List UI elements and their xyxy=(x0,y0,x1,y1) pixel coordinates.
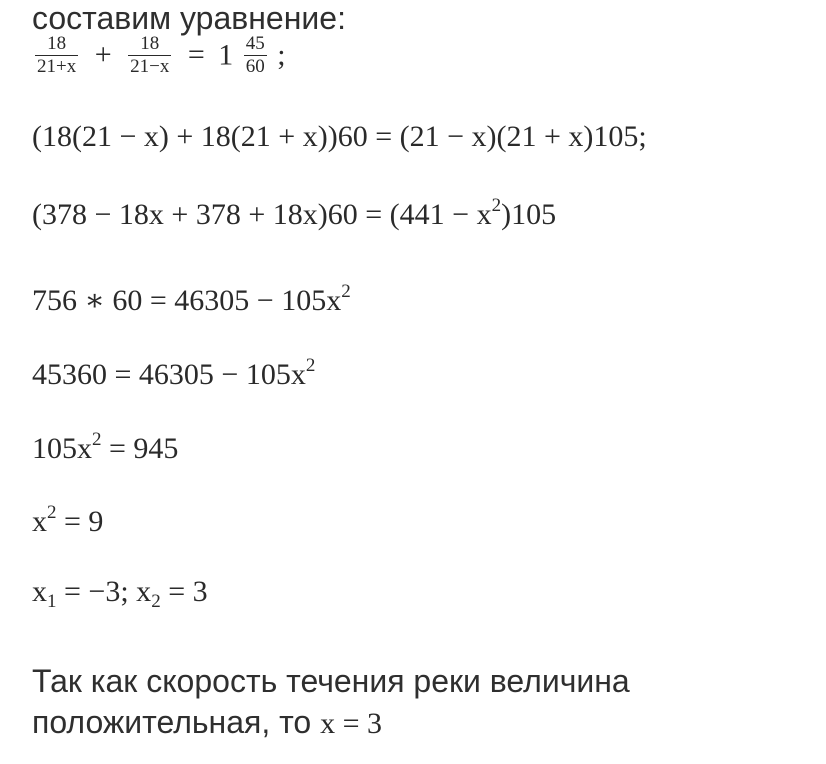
fraction-2-numerator: 18 xyxy=(128,34,171,56)
fraction-3 xyxy=(244,34,267,77)
equation-3-exponent: 2 xyxy=(491,195,502,216)
semicolon: ; xyxy=(277,38,286,72)
equation-7-after: = 9 xyxy=(56,505,104,538)
conclusion-line-2-text: положительная, то xyxy=(32,704,321,740)
conclusion-line-1: Так как скорость течения реки величина xyxy=(32,663,630,699)
plus-sign: + xyxy=(94,38,112,72)
equation-3-after: )105 xyxy=(501,198,557,231)
fraction-1-denominator: 21+x xyxy=(37,56,77,77)
equation-5-before: 45360 = 46305 − 105x xyxy=(32,358,306,391)
equation-6-before: 105x xyxy=(32,432,92,465)
equation-2: (18(21 − x) + 18(21 + x))60 = (21 − x)(21 + x)105; xyxy=(32,120,647,153)
intro-text: составим уравнение: xyxy=(32,0,346,36)
equation-4-before: 756 ∗ 60 = 46305 − 105x xyxy=(32,284,342,317)
equation-8-var1: x xyxy=(32,575,47,608)
equation-8-after: = 3 xyxy=(160,575,208,608)
fraction-1-numerator: 18 xyxy=(35,34,78,56)
equation-3 xyxy=(32,195,557,232)
equation-8-sub2: 2 xyxy=(151,591,161,612)
fraction-1 xyxy=(35,34,78,77)
conclusion-line-2-math: x = 3 xyxy=(320,707,383,740)
equation-7-before: x xyxy=(32,505,47,538)
fraction-2 xyxy=(128,34,171,77)
equation-1 xyxy=(32,33,286,79)
equation-5-exponent: 2 xyxy=(305,355,316,376)
mixed-number-whole: 1 xyxy=(218,38,234,72)
equation-6 xyxy=(32,429,179,466)
equation-8 xyxy=(32,575,208,612)
equation-7 xyxy=(32,502,104,539)
equation-5 xyxy=(32,355,316,392)
fraction-2-denominator: 21−x xyxy=(130,56,170,77)
conclusion-line-2 xyxy=(32,704,382,741)
equation-6-after: = 945 xyxy=(101,432,179,465)
equation-4 xyxy=(32,283,351,318)
equation-6-exponent: 2 xyxy=(92,429,102,450)
equation-3-before: (378 − 18x + 378 + 18x)60 = (441 − x xyxy=(32,198,492,231)
equation-8-sub1: 1 xyxy=(47,591,57,612)
equation-7-exponent: 2 xyxy=(47,502,57,523)
equation-4-exponent: 2 xyxy=(341,281,351,302)
fraction-3-numerator: 45 xyxy=(245,33,265,54)
equation-8-middle: = −3; x xyxy=(56,575,152,608)
equals-sign: = xyxy=(187,38,205,72)
fraction-3-denominator: 60 xyxy=(245,56,265,77)
